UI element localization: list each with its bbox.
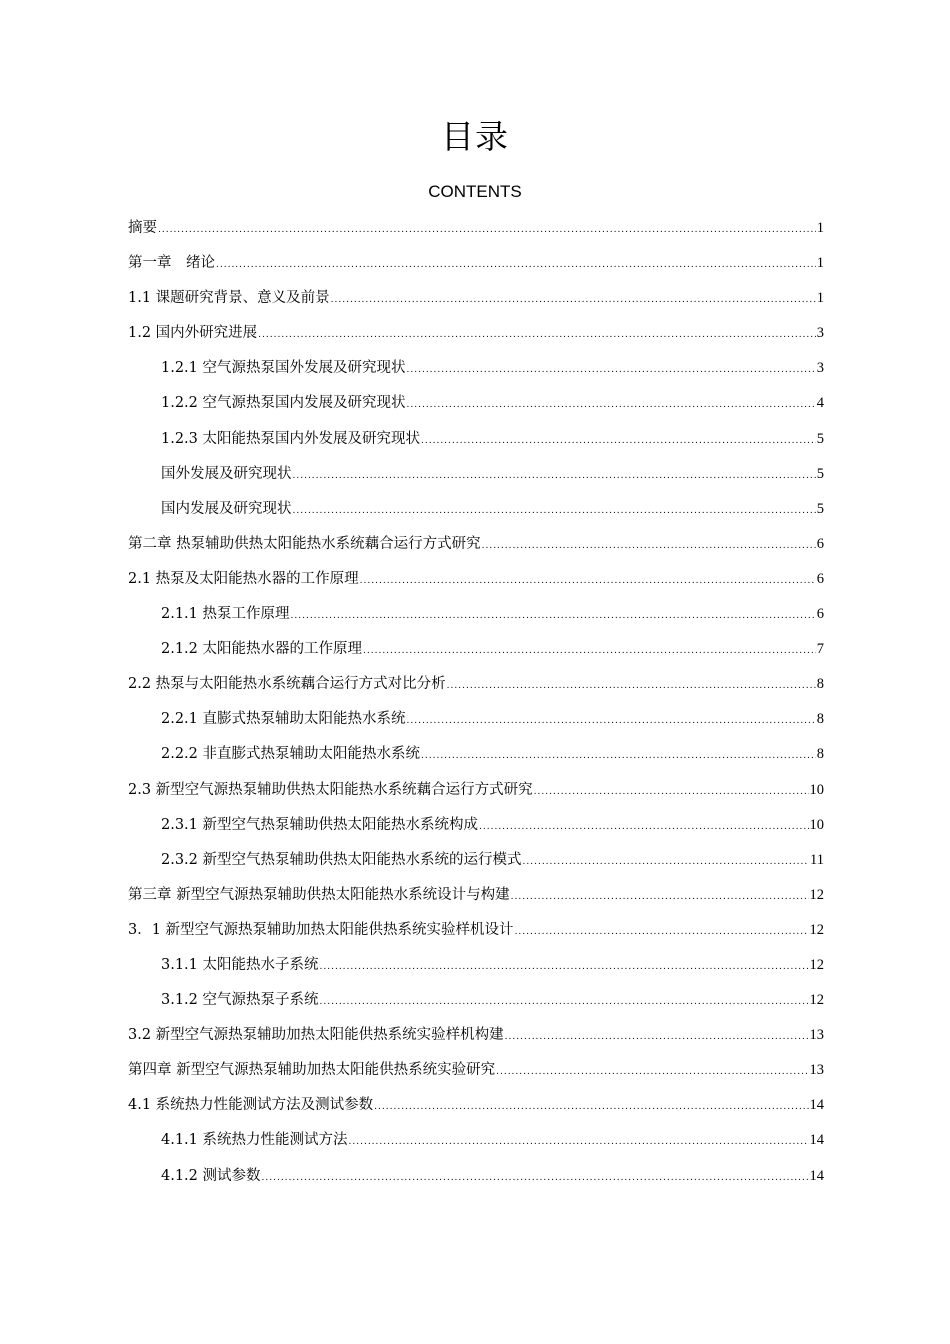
toc-dot-leader xyxy=(320,990,809,1014)
toc-entry-label: 国内发展及研究现状 xyxy=(161,500,292,517)
toc-entry-page-number: 8 xyxy=(816,676,824,693)
toc-dot-leader xyxy=(349,1130,809,1154)
toc-dot-leader xyxy=(479,815,808,839)
toc-entry[interactable] xyxy=(128,813,824,848)
toc-entry-label: 4.1 系统热力性能测试方法及测试参数 xyxy=(128,1097,374,1114)
toc-entry[interactable] xyxy=(128,953,824,988)
toc-entry-label: 2.3.1 新型空气热泵辅助供热太阳能热水系统构成 xyxy=(161,816,479,833)
toc-entry-page-number: 6 xyxy=(816,570,824,587)
toc-entry-label: 2.2.1 直膨式热泵辅助太阳能热水系统 xyxy=(161,711,406,728)
toc-entry-label: 第三章 新型空气源热泵辅助供热太阳能热水系统设计与构建 xyxy=(128,886,510,903)
toc-entry-page-number: 3 xyxy=(816,325,824,342)
toc-dot-leader xyxy=(511,885,809,909)
toc-entry-page-number: 5 xyxy=(816,465,824,482)
toc-dot-leader xyxy=(291,604,816,628)
toc-entry-page-number: 7 xyxy=(816,641,824,658)
toc-dot-leader xyxy=(482,534,816,558)
toc-entry-label: 3．1 新型空气源热泵辅助加热太阳能供热系统实验样机设计 xyxy=(128,921,514,938)
toc-dot-leader xyxy=(421,744,816,768)
toc-entry-label: 2.1.2 太阳能热水器的工作原理 xyxy=(161,641,363,658)
toc-dot-leader xyxy=(374,1095,808,1119)
toc-entry[interactable] xyxy=(128,567,824,602)
toc-dot-leader xyxy=(293,464,816,488)
toc-entry-page-number: 14 xyxy=(809,1167,824,1184)
toc-entry[interactable] xyxy=(128,251,824,286)
toc-entry[interactable] xyxy=(128,462,824,497)
toc-entry-page-number: 12 xyxy=(809,992,824,1009)
toc-dot-leader xyxy=(360,569,816,593)
toc-entry-page-number: 8 xyxy=(816,746,824,763)
toc-dot-leader xyxy=(505,1025,809,1049)
toc-entry-label: 2.2 热泵与太阳能热水系统藕合运行方式对比分析 xyxy=(128,676,446,693)
toc-entry-label: 2.3.2 新型空气热泵辅助供热太阳能热水系统的运行模式 xyxy=(161,851,522,868)
toc-entry-label: 3.1.1 太阳能热水子系统 xyxy=(161,956,319,973)
toc-entry-page-number: 1 xyxy=(816,290,824,307)
toc-dot-leader xyxy=(320,955,809,979)
toc-entry[interactable] xyxy=(128,988,824,1023)
toc-dot-leader xyxy=(407,393,816,417)
toc-entry-label: 1.2.1 空气源热泵国外发展及研究现状 xyxy=(161,360,406,377)
toc-entry-label: 3.2 新型空气源热泵辅助加热太阳能供热系统实验样机构建 xyxy=(128,1027,504,1044)
toc-entry-label: 3.1.2 空气源热泵子系统 xyxy=(161,992,319,1009)
toc-dot-leader xyxy=(262,1166,809,1190)
toc-dot-leader xyxy=(407,709,816,733)
toc-entry[interactable] xyxy=(128,1164,824,1199)
toc-entry[interactable] xyxy=(128,1023,824,1058)
toc-entry-label: 2.1.1 热泵工作原理 xyxy=(161,606,290,623)
toc-entry-label: 1.2.3 太阳能热泵国内外发展及研究现状 xyxy=(161,430,421,447)
toc-entry-page-number: 12 xyxy=(809,921,824,938)
toc-entry-label: 4.1.1 系统热力性能测试方法 xyxy=(161,1132,348,1149)
page-title: 目录 xyxy=(441,117,509,156)
toc-dot-leader xyxy=(363,639,816,663)
toc-dot-leader xyxy=(523,850,810,874)
toc-entry-page-number: 1 xyxy=(816,255,824,272)
toc-dot-leader xyxy=(447,674,816,698)
toc-entry-page-number: 1 xyxy=(816,220,824,236)
toc-dot-leader xyxy=(258,323,816,347)
toc-entry-page-number: 5 xyxy=(816,500,824,517)
toc-dot-leader xyxy=(293,499,816,523)
toc-entry[interactable] xyxy=(128,1058,824,1093)
toc-entry-label: 2.3 新型空气源热泵辅助供热太阳能热水系统藕合运行方式研究 xyxy=(128,781,533,798)
toc-entry-page-number: 12 xyxy=(809,956,824,973)
toc-entry-label: 4.1.2 测试参数 xyxy=(161,1167,261,1184)
toc-entry[interactable] xyxy=(128,602,824,637)
toc-entry-page-number: 13 xyxy=(809,1027,824,1044)
toc-dot-leader xyxy=(534,780,809,804)
toc-dot-leader xyxy=(407,358,816,382)
toc-entry[interactable] xyxy=(128,321,824,356)
toc-entry-page-number: 10 xyxy=(809,816,824,833)
toc-dot-leader xyxy=(496,1060,808,1084)
toc-entry-label: 2.2.2 非直膨式热泵辅助太阳能热水系统 xyxy=(161,746,421,763)
toc-entry-page-number: 5 xyxy=(816,430,824,447)
toc-entry-page-number: 12 xyxy=(809,886,824,903)
toc-entry-label: 摘要 xyxy=(128,220,157,236)
toc-dot-leader xyxy=(331,288,816,312)
toc-entry-label: 国外发展及研究现状 xyxy=(161,465,292,482)
page-subtitle: CONTENTS xyxy=(428,182,522,201)
toc-entry-page-number: 8 xyxy=(816,711,824,728)
toc-entry[interactable] xyxy=(128,778,824,813)
toc-entry-page-number: 14 xyxy=(809,1097,824,1114)
toc-entry[interactable] xyxy=(128,391,824,426)
toc-entry[interactable] xyxy=(128,497,824,532)
toc-entry[interactable] xyxy=(128,707,824,742)
toc-entry-page-number: 11 xyxy=(810,851,824,868)
toc-entry-label: 第二章 热泵辅助供热太阳能热水系统藕合运行方式研究 xyxy=(128,535,481,552)
toc-entry[interactable] xyxy=(128,637,824,672)
toc-entry[interactable] xyxy=(128,883,824,918)
toc-entry[interactable] xyxy=(128,427,824,462)
toc-entry[interactable] xyxy=(128,286,824,321)
toc-entry[interactable] xyxy=(128,1128,824,1163)
toc-entry-label: 1.1 课题研究背景、意义及前景 xyxy=(128,290,330,307)
toc-entry-page-number: 14 xyxy=(809,1132,824,1149)
toc-entry-label: 第一章 绪论 xyxy=(128,255,215,272)
toc-dot-leader xyxy=(158,218,816,242)
toc-entry-page-number: 6 xyxy=(816,606,824,623)
toc-dot-leader xyxy=(515,920,809,944)
toc-entry[interactable] xyxy=(128,918,824,953)
toc-entry-page-number: 13 xyxy=(809,1062,824,1079)
toc-entry[interactable] xyxy=(128,216,824,251)
toc-entry-page-number: 3 xyxy=(816,360,824,377)
toc-entry-label: 1.2.2 空气源热泵国内发展及研究现状 xyxy=(161,395,406,412)
toc-dot-leader xyxy=(216,253,816,277)
toc-entry-page-number: 4 xyxy=(816,395,824,412)
toc-entry[interactable] xyxy=(128,1093,824,1128)
toc-entry-label: 第四章 新型空气源热泵辅助加热太阳能供热系统实验研究 xyxy=(128,1062,496,1079)
toc-entry-page-number: 6 xyxy=(816,535,824,552)
toc-dot-leader xyxy=(421,429,816,453)
toc-entry[interactable] xyxy=(128,742,824,777)
table-of-contents xyxy=(128,216,824,1199)
toc-entry[interactable] xyxy=(128,848,824,883)
toc-entry-label: 2.1 热泵及太阳能热水器的工作原理 xyxy=(128,570,359,587)
toc-entry-page-number: 10 xyxy=(809,781,824,798)
toc-entry[interactable] xyxy=(128,672,824,707)
toc-entry[interactable] xyxy=(128,356,824,391)
toc-entry-label: 1.2 国内外研究进展 xyxy=(128,325,258,342)
toc-entry[interactable] xyxy=(128,532,824,567)
